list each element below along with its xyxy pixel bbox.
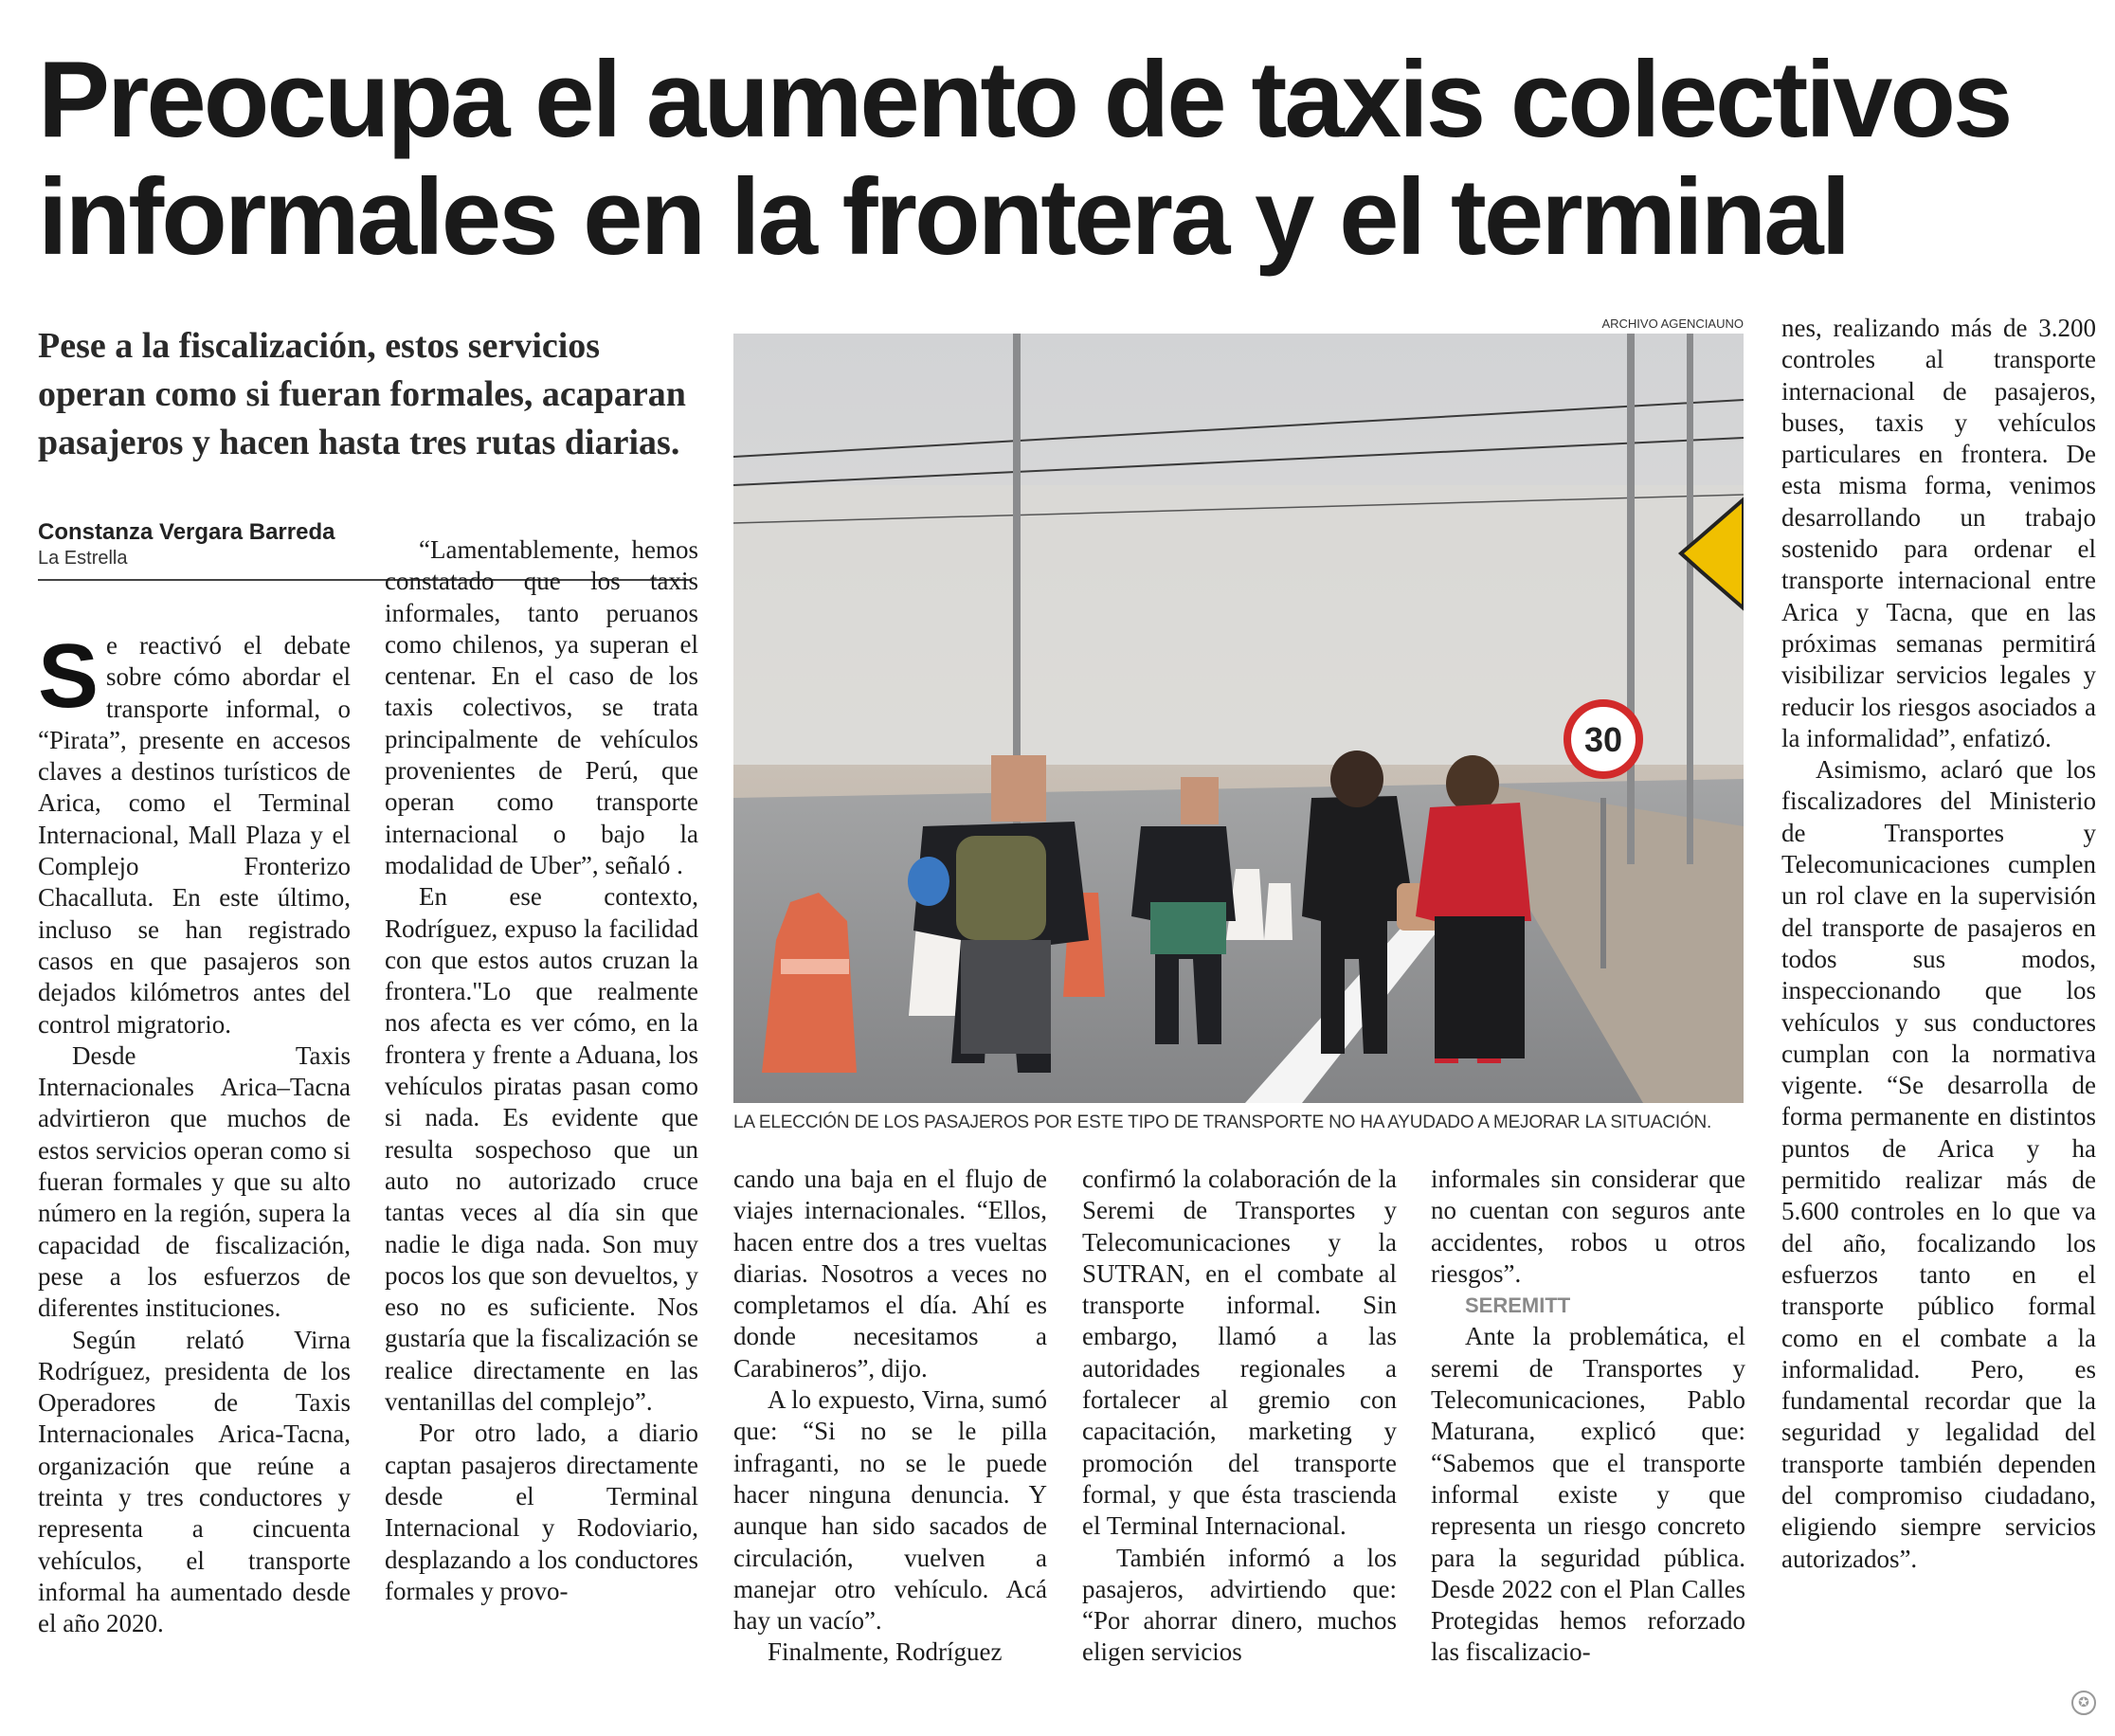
paragraph: Desde Taxis Internacionales Arica–Tacna advirtieron que muchos de estos servicios operan como si fueran formales y que su alto número en la región, supera la capacidad de fiscalización, pese a los esfuerzos de diferentes instituciones. — [38, 1040, 351, 1323]
lead-text: e reactivó el debate sobre cómo abordar el transporte informal, o “Pirata”, presente en accesos claves a destinos turísticos de Arica, como el Terminal Internacional, Mall Plaza y el Complejo Fronterizo Chacalluta. En este último, incluso se han registrado casos en que pasajeros son dejados kilómetros antes del control migratorio. — [38, 631, 351, 1039]
paragraph: Finalmente, Rodríguez — [768, 1637, 1003, 1667]
paragraph: Asimismo, aclaró que los fiscalizadores del Ministerio de Transportes y Telecomunicaciones cumplen un rol clave en la supervisión del transporte de pasajeros en todos sus modos, inspeccionando que los vehículos y sus conductores cumplan con la normativa vigente. “Se desarrolla de forma permanente en distintos puntos de Arica y ha permitido realizar más de 5.600 controles en lo que va del año, focalizando los esfuerzos tanto en el transporte público formal como en el combate a la informalidad. Pero, es fundamental recordar que la seguridad y legalidad del transporte también dependen del compromiso ciudadano, eligiendo siempre servicios autorizados”. — [1781, 755, 2096, 1573]
headline — [38, 42, 2075, 277]
headline-line-1: Preocupa el aumento de taxis colectivos — [38, 40, 2011, 160]
paragraph: También informó a los pasajeros, advirtiendo que: “Por ahorrar dinero, muchos eligen servicios — [1082, 1543, 1397, 1667]
dek: Pese a la fiscalización, estos servicios operan como si fueran formales, acaparan pasajeros y hacen hasta tres rutas diarias. — [38, 326, 686, 462]
article-column-3 — [733, 1164, 1047, 1669]
photo-caption: LA ELECCIÓN DE LOS PASAJEROS POR ESTE TIPO DE TRANSPORTE NO HA AYUDADO A MEJORAR LA SITUACIÓN. — [733, 1112, 1712, 1132]
paragraph: “Lamentablemente, hemos constatado que los taxis informales, tanto peruanos como chilenos, ya superan el centenar. En el caso de los taxis colectivos, se trata principalmente de vehículos provenientes de Perú, que operan como transporte internacional o bajo la modalidad de Uber”, señaló . — [385, 535, 698, 879]
paragraph: Por otro lado, a diario captan pasajeros directamente desde el Terminal Internacional y Rodoviario, desplazando a los conductores formales y provo- — [385, 1419, 698, 1605]
article-photo — [733, 334, 1744, 1103]
paragraph: Ante la problemática, el seremi de Transportes y Telecomunicaciones, Pablo Maturana, explicó que: “Sabemos que el transporte informal existe y que representa un riesgo concreto para la seguridad pública. Desde 2022 con el Plan Calles Protegidas hemos reforzado las fiscalizacio- — [1431, 1322, 1745, 1667]
paragraph: En ese contexto, Rodríguez, expuso la facilidad con que estos autos cruzan la frontera."Lo que realmente nos afecta es ver cómo, en la frontera y frente a Aduana, los vehículos piratas pasan como si nada. Es evidente que resulta sospechoso que un auto no autorizado cruce tantas veces al día sin que nadie le diga nada. Son muy pocos los que son devueltos, y eso no es suficiente. Nos gustaría que la fiscalización se realice directamente en las ventanillas del complejo”. — [385, 882, 698, 1417]
paragraph: confirmó la colaboración de la Seremi de Transportes y Telecomunicaciones y la SUTRAN, en el combate al transporte informal. Sin embargo, llamó a las autoridades regionales a fortalecer al gremio con capacitación, marketing y promoción del transporte formal, y que ésta trascienda el Terminal Internacional. — [1082, 1165, 1397, 1541]
paragraph: cando una baja en el flujo de viajes internacionales. “Ellos, hacen entre dos a tres vueltas diarias. Nosotros a veces no completamos el día. Ahí es donde necesitamos a Carabineros”, dijo. — [733, 1165, 1047, 1383]
section-subhead: SEREMITT — [1465, 1293, 1571, 1318]
paragraph: A lo expuesto, Virna, sumó que: “Si no se le pilla infraganti, no se le puede hacer ninguna denuncia. Y aunque han sido sacados de circulación, vuelven a manejar otro vehículo. Acá hay un vacío”. — [733, 1385, 1047, 1636]
article-column-4 — [1082, 1164, 1397, 1669]
headline-line-2: informales en la frontera y el terminal — [38, 157, 1849, 278]
photo-credit: ARCHIVO AGENCIAUNO — [1601, 316, 1744, 331]
article-column-1 — [38, 625, 351, 1640]
dropcap: S — [38, 625, 99, 727]
paragraph: Según relató Virna Rodríguez, presidenta de los Operadores de Taxis Internacionales Arica-Tacna, organización que reúne a treinta y tres conductores y representa a cincuenta vehículos, el transporte informal ha aumentado desde el año 2020. — [38, 1325, 351, 1638]
paragraph: informales sin considerar que no cuentan con seguros ante accidentes, robos u otros riesgos”. — [1431, 1165, 1745, 1288]
article-column-6 — [1781, 313, 2096, 1575]
paragraph: nes, realizando más de 3.200 controles al transporte internacional de pasajeros, buses, taxis y vehículos particulares en frontera. De esta misma forma, venimos desarrollando un trabajo sostenido para ordenar el transporte internacional entre Arica y Tacna, que en las próximas semanas permitirá visibilizar servicios legales y reducir los riesgos asociados a la informalidad”, enfatizó. — [1781, 314, 2096, 752]
article-column-2 — [385, 534, 698, 1607]
byline-author: Constanza Vergara Barreda — [38, 519, 335, 545]
byline-outlet: La Estrella — [38, 548, 128, 569]
lead-paragraph — [38, 625, 351, 1040]
article-end-icon: ✪ — [2071, 1691, 2096, 1715]
speed-limit-label: 30 — [1583, 720, 1623, 759]
article-column-5 — [1431, 1164, 1745, 1669]
